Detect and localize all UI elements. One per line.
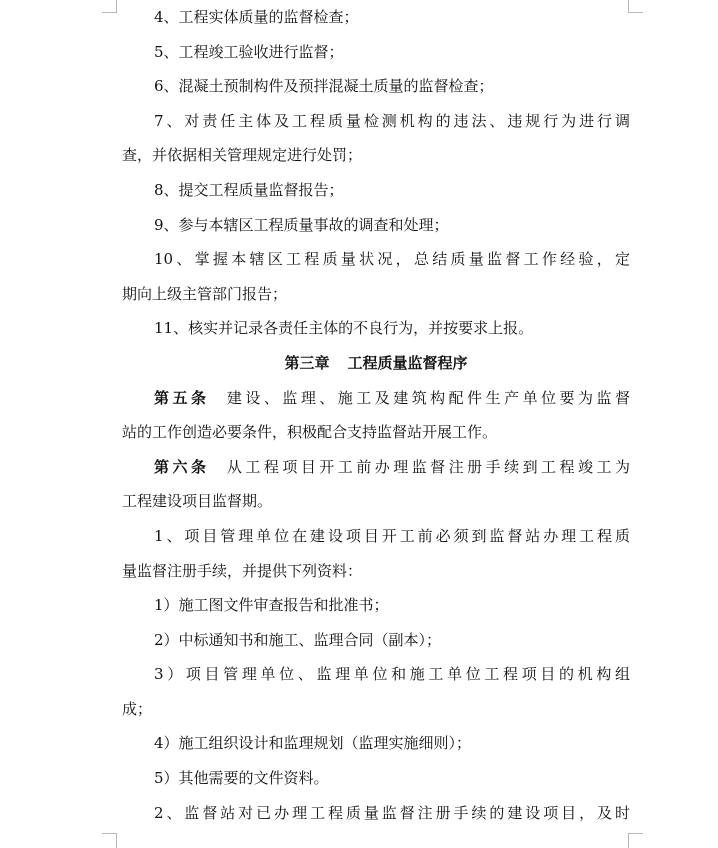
article-paragraph (122, 381, 630, 416)
list-item: 4、工程实体质量的监督检查； (154, 8, 359, 26)
list-item: 11、核实并记录各责任主体的不良行为，并按要求上报。 (154, 319, 534, 338)
list-item: 8、提交工程质量监督报告； (154, 180, 344, 199)
sub-list-item: 5）其他需要的文件资料。 (154, 769, 329, 788)
page-corner-mark-top-right (628, 0, 643, 13)
chapter-number: 第三章 (284, 353, 330, 372)
list-item: 5、工程竣工验收进行监督； (154, 42, 344, 61)
article-continuation: 站的工作创造必要条件，积极配合支持监督站开展工作。 (122, 423, 498, 442)
list-item: 7、对责任主体及工程质量检测机构的违法、违规行为进行调 (154, 111, 630, 130)
list-item: 1、项目管理单位在建设项目开工前必须到监督站办理工程质 (154, 526, 630, 545)
article-paragraph (122, 450, 630, 485)
sub-list-item: 3）项目管理单位、监理单位和施工单位工程项目的机构组 (154, 665, 630, 684)
sub-list-item-continuation: 成； (122, 699, 153, 718)
article-text: 建设、监理、施工及建筑构配件生产单位要为监督 (223, 388, 630, 407)
sub-list-item: 1）施工图文件审查报告和批准书； (154, 596, 389, 615)
list-item: 6、混凝土预制构件及预拌混凝土质量的监督检查； (154, 77, 494, 96)
list-item-continuation: 量监督注册手续，并提供下列资料： (122, 561, 363, 580)
chapter-title: 工程质量监督程序 (347, 353, 468, 372)
sub-list-item: 4）施工组织设计和监理规划（监理实施细则）； (154, 734, 472, 753)
document-body (122, 0, 630, 830)
list-item: 9、参与本辖区工程质量事故的调查和处理； (154, 215, 449, 234)
chapter-heading (122, 346, 630, 381)
article-text: 从工程项目开工前办理监督注册手续到工程竣工为 (223, 457, 630, 476)
article-continuation: 工程建设项目监督期。 (122, 492, 273, 511)
sub-list-item: 2）中标通知书和施工、监理合同（副本）； (154, 630, 442, 649)
list-item-continuation: 查，并依据相关管理规定进行处罚； (122, 146, 363, 165)
list-item: 2、监督站对已办理工程质量监督注册手续的建设项目，及时 (154, 803, 630, 822)
article-label: 第五条 (154, 388, 210, 407)
list-item: 10、掌握本辖区工程质量状况，总结质量监督工作经验，定 (154, 250, 630, 269)
article-label: 第六条 (154, 457, 210, 476)
list-item-continuation: 期向上级主管部门报告； (122, 284, 288, 303)
page-corner-mark-top-left (102, 0, 117, 13)
